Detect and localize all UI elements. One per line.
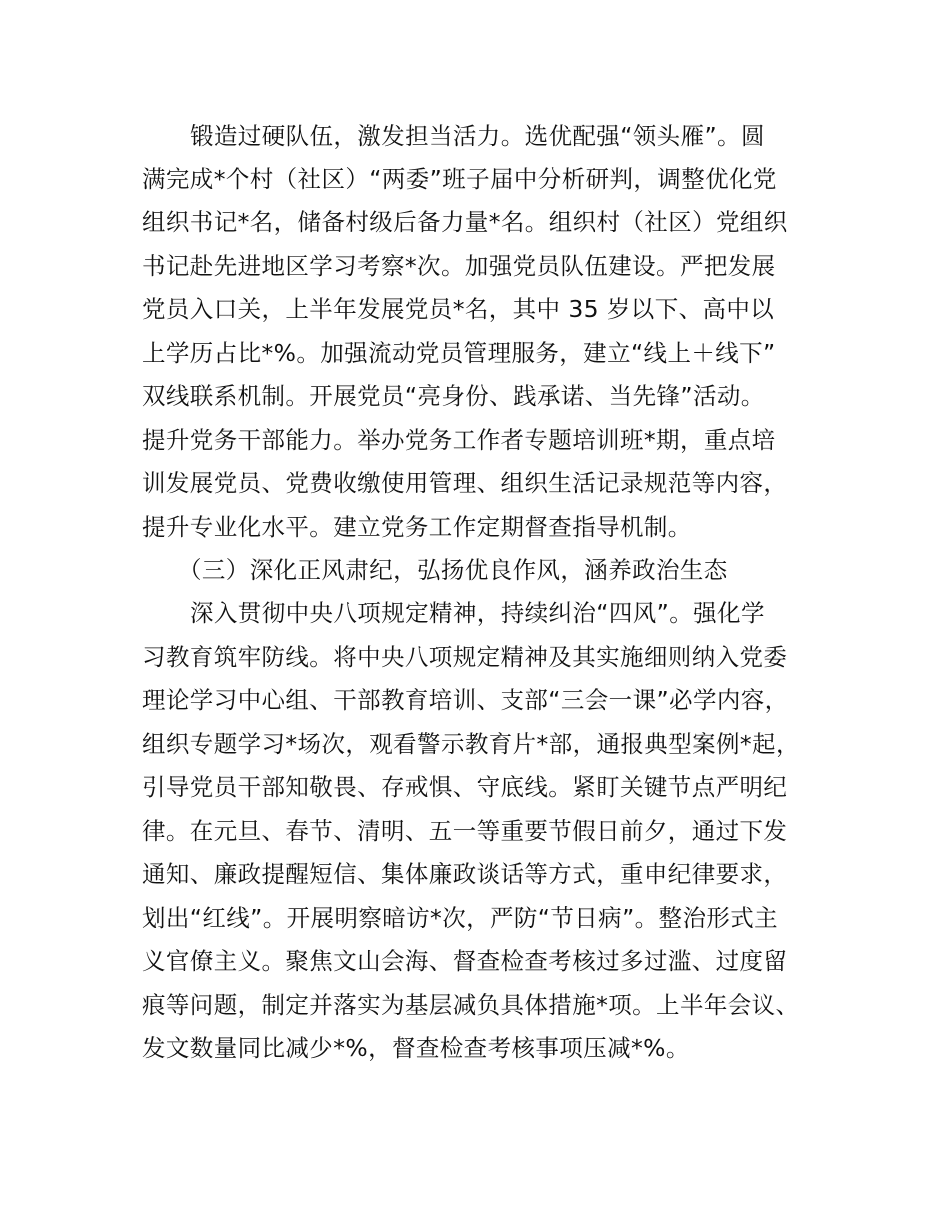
paragraph-2-line-11: 发文数量同比减少*%，督查检查考核事项压减*%。 (142, 1034, 690, 1062)
section-heading: （三）深化正风肃纪，弘扬优良作风，涵养政治生态 (178, 556, 728, 584)
paragraph-2-line-8: 划出“红线”。开展明察暗访*次，严防“节日病”。整治形式主 (142, 904, 779, 932)
paragraph-1-line-1: 锻造过硬队伍，激发担当活力。选优配强“领头雁”。圆 (190, 122, 765, 150)
paragraph-2-line-5: 引导党员干部知敬畏、存戒惧、守底线。紧盯关键节点严明纪 (142, 773, 788, 801)
paragraph-1-line-7: 双线联系机制。开展党员“亮身份、践承诺、当先锋”活动。 (142, 382, 765, 410)
paragraph-2-line-6: 律。在元旦、春节、清明、五一等重要节假日前夕，通过下发 (142, 817, 788, 845)
paragraph-1-line-8: 提升党务干部能力。举办党务工作者专题培训班*期，重点培 (142, 426, 776, 454)
paragraph-1-line-6: 上学历占比*%。加强流动党员管理服务，建立“线上＋线下” (142, 339, 776, 367)
paragraph-2-line-10: 痕等问题，制定并落实为基层减负具体措施*项。上半年会议、 (142, 991, 800, 1019)
paragraph-2-line-2: 习教育筑牢防线。将中央八项规定精神及其实施细则纳入党委 (142, 643, 788, 671)
paragraph-2-line-4: 组织专题学习*场次，观看警示教育片*部，通报典型案例*起， (142, 730, 800, 758)
paragraph-2-line-9: 义官僚主义。聚焦文山会海、督查检查考核过多过滥、过度留 (142, 947, 788, 975)
paragraph-2-line-1: 深入贯彻中央八项规定精神，持续纠治“四风”。强化学 (190, 599, 765, 627)
paragraph-2-line-7: 通知、廉政提醒短信、集体廉政谈话等方式，重申纪律要求， (142, 860, 788, 888)
paragraph-1-line-4: 书记赴先进地区学习考察*次。加强党员队伍建设。严把发展 (142, 252, 776, 280)
paragraph-1-line-9: 训发展党员、党费收缴使用管理、组织生活记录规范等内容， (142, 469, 788, 497)
paragraph-1-line-3: 组织书记*名，储备村级后备力量*名。组织村（社区）党组织 (142, 208, 788, 236)
paragraph-1-line-10: 提升专业化水平。建立党务工作定期督查指导机制。 (142, 513, 692, 541)
paragraph-1-line-5: 党员入口关，上半年发展党员*名，其中 35 岁以下、高中以 (142, 295, 775, 323)
paragraph-1-line-2: 满完成*个村（社区）“两委”班子届中分析研判，调整优化党 (142, 165, 777, 193)
paragraph-2-line-3: 理论学习中心组、干部教育培训、支部“三会一课”必学内容， (142, 686, 789, 714)
